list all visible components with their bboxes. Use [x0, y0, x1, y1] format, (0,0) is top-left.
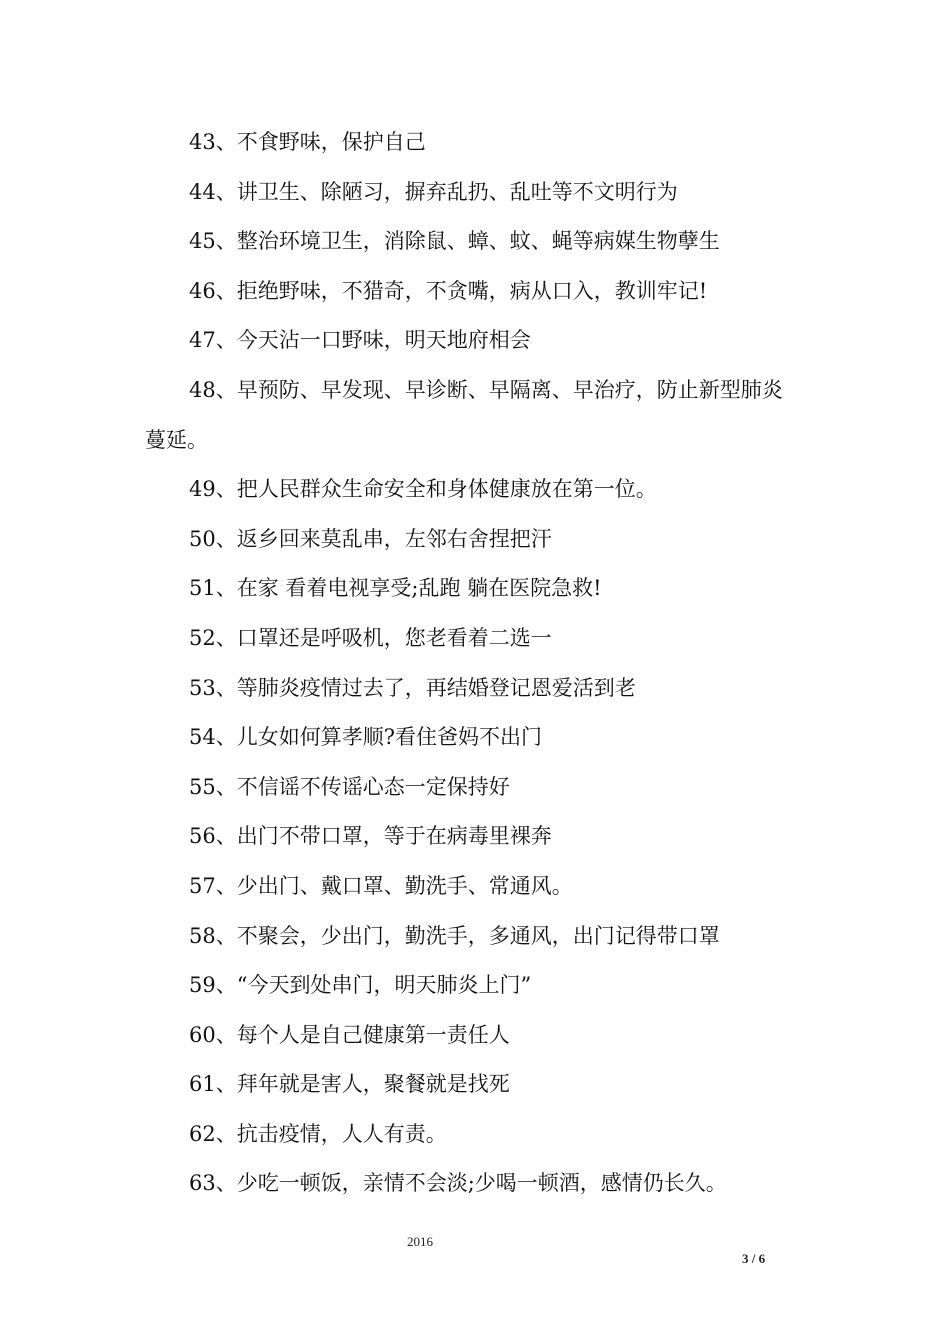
- list-item: 55、不信谣不传谣心态一定保持好: [189, 774, 510, 799]
- list-item-continuation: 蔓延。: [145, 427, 208, 452]
- list-item: 59、“今天到处串门，明天肺炎上门”: [189, 973, 532, 998]
- list-item: 63、少吃一顿饭，亲情不会淡;少喝一顿酒，感情仍长久。: [189, 1171, 727, 1196]
- list-item: 58、不聚会，少出门，勤洗手，多通风，出门记得带口罩: [189, 923, 720, 948]
- list-item: 61、拜年就是害人，聚餐就是找死: [189, 1072, 510, 1097]
- list-item: 56、出门不带口罩，等于在病毒里裸奔: [189, 824, 552, 849]
- list-item: 49、把人民群众生命安全和身体健康放在第一位。: [189, 477, 657, 502]
- list-item: 54、儿女如何算孝顺?看住爸妈不出门: [189, 725, 542, 750]
- list-item: 62、抗击疫情，人人有责。: [189, 1121, 447, 1146]
- list-item: 60、每个人是自己健康第一责任人: [189, 1022, 510, 1047]
- list-item: 51、在家 看着电视享受;乱跑 躺在医院急救!: [189, 576, 602, 601]
- slogan-list: [145, 118, 825, 1209]
- list-item: 52、口罩还是呼吸机，您老看着二选一: [189, 625, 552, 650]
- footer-year: 2016: [407, 1234, 433, 1249]
- list-item: 43、不食野味，保护自己: [189, 130, 426, 154]
- list-item: 53、等肺炎疫情过去了，再结婚登记恩爱活到老: [189, 675, 636, 700]
- list-item: 48、早预防、早发现、早诊断、早隔离、早治疗，防止新型肺炎: [189, 377, 783, 402]
- list-item: 45、整治环境卫生，消除鼠、蟑、蚊、蝇等病媒生物孽生: [189, 229, 720, 254]
- list-item: 44、讲卫生、除陋习，摒弃乱扔、乱吐等不文明行为: [189, 179, 678, 204]
- list-item: 46、拒绝野味，不猎奇，不贪嘴，病从口入，教训牢记!: [189, 278, 708, 303]
- list-item: 47、今天沾一口野味，明天地府相会: [189, 328, 531, 353]
- list-item: 57、少出门、戴口罩、勤洗手、常通风。: [189, 873, 573, 898]
- page-number: 3 / 6: [742, 1251, 766, 1266]
- list-item: 50、返乡回来莫乱串，左邻右舍捏把汗: [189, 526, 552, 551]
